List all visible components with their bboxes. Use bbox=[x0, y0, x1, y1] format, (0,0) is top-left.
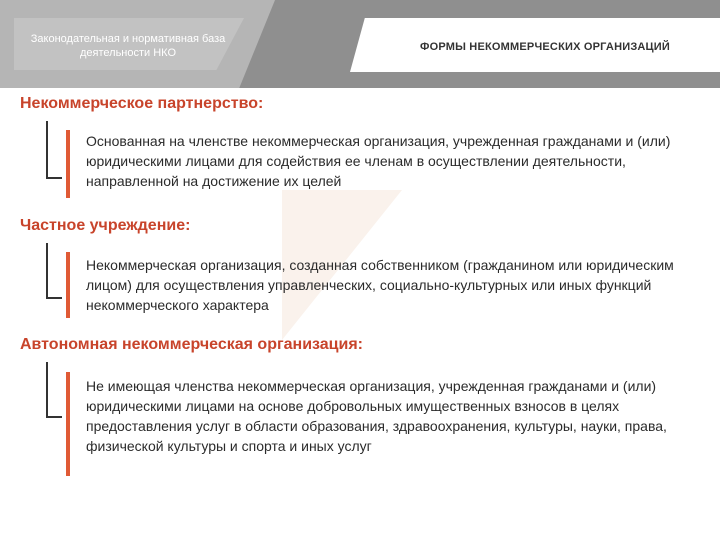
section-label: Законодательная и нормативная база деятельности НКО bbox=[30, 33, 226, 59]
accent-bar bbox=[66, 130, 70, 198]
section-partnership bbox=[0, 95, 720, 205]
bracket-connector bbox=[46, 243, 62, 299]
accent-bar bbox=[66, 252, 70, 318]
section-heading: Частное учреждение: bbox=[20, 217, 191, 234]
section-private-institution bbox=[0, 217, 720, 327]
section-description: Не имеющая членства некоммерческая организация, учрежденная гражданами и (или) юридическими лицами на основе добровольных имущественных взносов в целях предоставления услуг в области образования, здравоохранения, культуры, науки, права, физической культуры и спорта и иных услуг bbox=[86, 378, 667, 454]
bracket-connector bbox=[46, 362, 62, 418]
section-autonomous-nko bbox=[0, 336, 720, 486]
section-heading: Автономная некоммерческая организация: bbox=[20, 336, 363, 353]
accent-bar bbox=[66, 372, 70, 476]
bracket-connector bbox=[46, 121, 62, 179]
section-description: Основанная на членстве некоммерческая организация, учрежденная гражданами и (или) юридическими лицами для содействия ее членам в осуществлении деятельности, направленной на достижение их целей bbox=[86, 133, 671, 189]
section-heading: Некоммерческое партнерство: bbox=[20, 95, 264, 112]
section-description: Некоммерческая организация, созданная собственником (гражданином или юридическим лицом) для осуществления управленческих, социально-культурных или иных функций некоммерческого характера bbox=[86, 257, 674, 313]
page-title: ФОРМЫ НЕКОММЕРЧЕСКИХ ОРГАНИЗАЦИЙ bbox=[419, 41, 670, 53]
